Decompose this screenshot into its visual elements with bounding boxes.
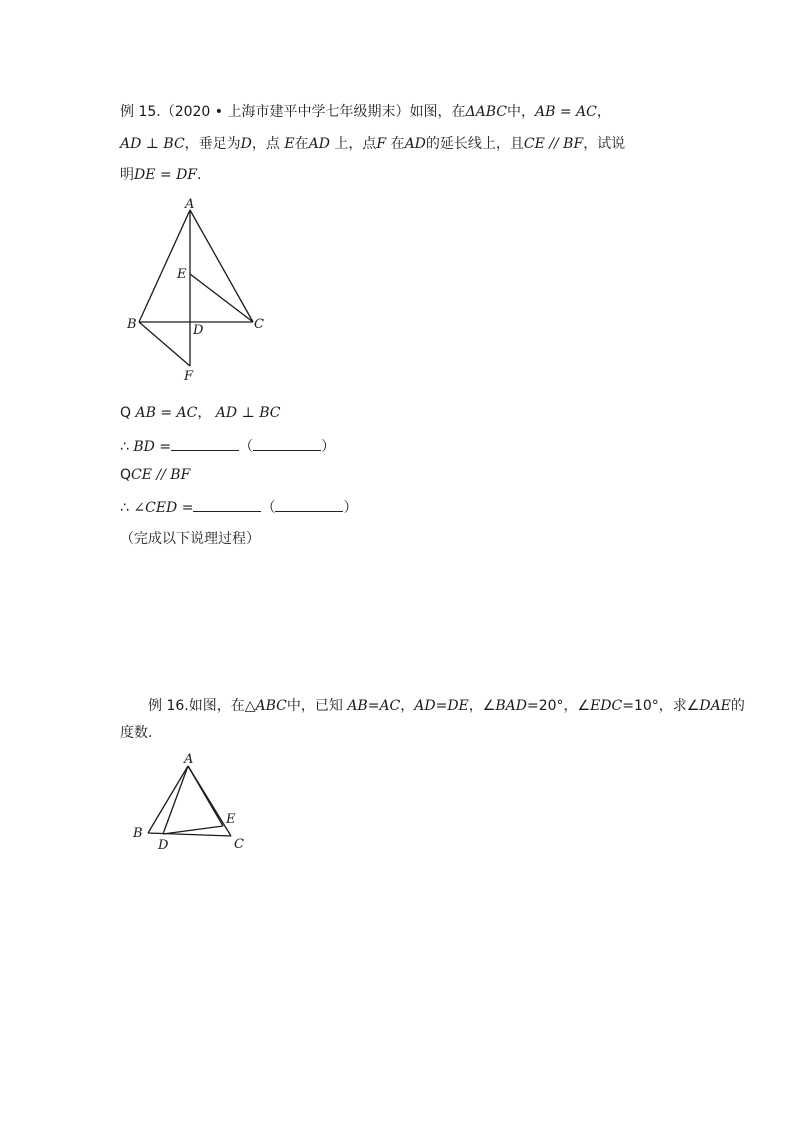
text: 在 bbox=[294, 136, 309, 152]
label-c: C bbox=[234, 837, 244, 852]
condition-ab-ac: AB = AC bbox=[535, 104, 597, 120]
math: AD bbox=[308, 136, 330, 152]
math: DAE bbox=[699, 698, 731, 714]
text: （ bbox=[261, 500, 276, 516]
text: ， bbox=[197, 405, 212, 421]
text: ，试说 bbox=[583, 136, 626, 152]
text: ） bbox=[321, 439, 336, 455]
label-c: C bbox=[254, 317, 264, 332]
segment-ad bbox=[163, 766, 188, 834]
text: 中， bbox=[507, 104, 535, 120]
segment-ab bbox=[148, 766, 188, 833]
math: ABC bbox=[255, 698, 287, 714]
text: 的延长线上，且 bbox=[425, 136, 524, 152]
text: ，∠ bbox=[468, 698, 496, 714]
condition-ad-perp-bc: AD ⊥ BC bbox=[120, 136, 185, 152]
text: 例 16.如图，在△ bbox=[148, 698, 256, 714]
ex16-line-2: 度数. bbox=[120, 725, 153, 741]
math: EDC bbox=[590, 698, 623, 714]
ex15-prefix: 例 15.（2020 • 上海市建平中学七年级期末）如图，在 bbox=[120, 104, 466, 120]
text: 的 bbox=[730, 698, 745, 714]
label-e: E bbox=[226, 812, 236, 827]
math: AD ⊥ BC bbox=[215, 405, 281, 421]
segment-de bbox=[163, 826, 223, 834]
math: AB = AC bbox=[135, 405, 198, 421]
label-b: B bbox=[127, 317, 137, 332]
math: AB=AC bbox=[347, 698, 401, 714]
condition-ce-parallel-bf: CE // BF bbox=[523, 136, 584, 152]
math: D bbox=[240, 136, 252, 152]
label-e: E bbox=[177, 267, 187, 282]
text: . bbox=[197, 167, 202, 183]
text: 上，点 bbox=[334, 136, 377, 152]
segment-bc bbox=[148, 833, 231, 836]
proof-instruction: （完成以下说理过程） bbox=[120, 531, 260, 547]
therefore-symbol: ∴ bbox=[120, 439, 129, 455]
label-a: A bbox=[184, 752, 194, 767]
goal-de-df: DE = DF bbox=[134, 167, 198, 183]
label-d: D bbox=[158, 838, 169, 853]
label-d: D bbox=[193, 323, 204, 338]
text: =20°，∠ bbox=[526, 698, 591, 714]
text: 中，已知 bbox=[286, 698, 343, 714]
math: CE // BF bbox=[131, 467, 191, 483]
text: ） bbox=[343, 500, 358, 516]
text: ， bbox=[400, 698, 415, 714]
label-f: F bbox=[184, 369, 194, 384]
segment-ae bbox=[188, 766, 223, 826]
math: AD=DE bbox=[414, 698, 469, 714]
text: ，点 bbox=[251, 136, 280, 152]
text: ， bbox=[596, 104, 611, 120]
math: AD bbox=[404, 136, 426, 152]
math: F bbox=[376, 136, 387, 152]
label-a: A bbox=[185, 197, 195, 212]
triangle-abc: ΔABC bbox=[465, 104, 507, 120]
therefore-symbol: ∴ bbox=[120, 500, 129, 516]
because-symbol: Q bbox=[120, 467, 132, 483]
text: =10°，求∠ bbox=[622, 698, 700, 714]
text: 在 bbox=[390, 136, 405, 152]
math: E bbox=[284, 136, 295, 152]
math: BAD bbox=[495, 698, 527, 714]
because-symbol: Q bbox=[120, 405, 132, 421]
label-b: B bbox=[133, 826, 143, 841]
math: BD = bbox=[133, 439, 172, 455]
text: ，垂足为 bbox=[184, 136, 241, 152]
math: ∠CED = bbox=[133, 500, 194, 516]
text: 明 bbox=[120, 167, 134, 183]
text: （ bbox=[239, 439, 254, 455]
